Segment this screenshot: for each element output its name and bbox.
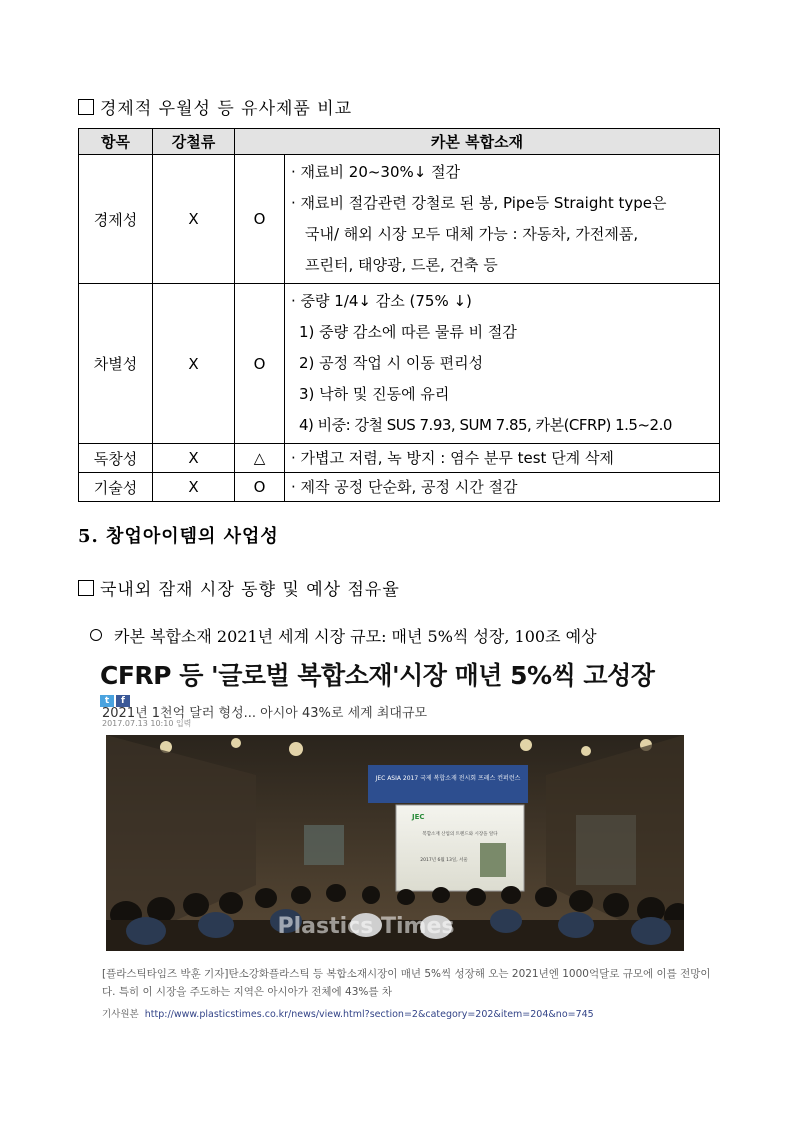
market-bullet: 카본 복합소재 2021년 세계 시장 규모: 매년 5%씩 성장, 100조 예상 <box>90 624 597 647</box>
checkbox-square-icon <box>78 580 94 596</box>
row-carbon: O <box>235 155 285 284</box>
facebook-icon[interactable]: f <box>116 695 130 707</box>
section-5-heading: 5. 창업아이템의 사업성 <box>78 526 279 547</box>
table-row <box>79 444 720 473</box>
row-steel: X <box>153 284 235 444</box>
row-details: · 가볍고 저렴, 녹 방지 : 염수 분무 test 단계 삭제 <box>285 444 720 473</box>
article-body: [플라스틱타임즈 박훈 기자]탄소강화플라스틱 등 복합소재시장이 매년 5%씩 성장해 오는 2021년엔 1000억달로 규모에 이를 전망이다. 특히 이 시장을 주도하는 지역은 아시아가 전체에 43%를 차 <box>102 968 711 998</box>
table-row <box>79 155 720 284</box>
row-details: · 제작 공정 단순화, 공정 시간 절감 <box>285 473 720 502</box>
checkbox-square-icon <box>78 99 94 115</box>
row-steel: X <box>153 473 235 502</box>
row-item: 차별성 <box>79 284 153 444</box>
source-link[interactable]: http://www.plasticstimes.co.kr/news/view.html?section=2&category=202&item=204&no=745 <box>144 1009 594 1020</box>
header-item: 항목 <box>79 129 153 155</box>
slide-date: 2017년 6월 13일, 서울 <box>420 858 468 863</box>
conference-photo-illustration <box>106 735 684 951</box>
article-date: 2017.07.13 10:10 입력 <box>102 719 192 728</box>
row-carbon: △ <box>235 444 285 473</box>
row-steel: X <box>153 444 235 473</box>
row-steel: X <box>153 155 235 284</box>
slide-logo: JEC <box>412 813 425 821</box>
article-subtitle: 2021년 1천억 달러 형성... 아시아 43%로 세계 최대규모 <box>102 706 428 721</box>
article-source: 기사원본 http://www.plasticstimes.co.kr/news/view.html?section=2&category=202&item=204&no=745 <box>102 1009 594 1020</box>
table-row <box>79 284 720 444</box>
row-details: · 중량 1/4↓ 감소 (75% ↓) 1) 중량 감소에 따른 물류 비 절감 2) 공정 작업 시 이동 편리성 3) 낙하 및 진동에 유리 4) 비중: 강철 SUS 7.93, SUM 7.85, 카본(CFRP) 1.5~2.0 <box>285 284 720 444</box>
row-item: 기술성 <box>79 473 153 502</box>
article-title: CFRP 등 '글로벌 복합소재'시장 매년 5%씩 고성장 <box>100 661 655 690</box>
section-market-heading: 국내외 잠재 시장 동향 및 예상 점유율 <box>78 575 400 600</box>
row-carbon: O <box>235 284 285 444</box>
row-item: 독창성 <box>79 444 153 473</box>
conference-photo <box>106 735 684 951</box>
slide-text: 복합소재 산업의 트렌드와 시장을 알다 <box>422 832 498 837</box>
row-details: · 재료비 20~30%↓ 절감 · 재료비 절감관련 강철로 된 봉, Pipe등 Straight type은 국내/ 해외 시장 모두 대체 가능 : 자동차, 가전제품, 프린터, 태양광, 드론, 건축 등 <box>285 155 720 284</box>
section-compare-heading: 경제적 우월성 등 유사제품 비교 <box>78 94 352 119</box>
banner-text: JEC ASIA 2017 국제 복합소재 전시회 프레스 컨퍼런스 <box>375 775 521 782</box>
header-steel: 강철류 <box>153 129 235 155</box>
row-item: 경제성 <box>79 155 153 284</box>
row-carbon: O <box>235 473 285 502</box>
table-header-row <box>79 129 720 155</box>
header-carbon: 카본 복합소재 <box>235 129 720 155</box>
circle-bullet-icon <box>90 629 102 641</box>
twitter-icon[interactable]: t <box>100 695 114 707</box>
watermark-text: Plastics Times <box>277 914 455 939</box>
table-row <box>79 473 720 502</box>
comparison-table <box>78 128 720 502</box>
